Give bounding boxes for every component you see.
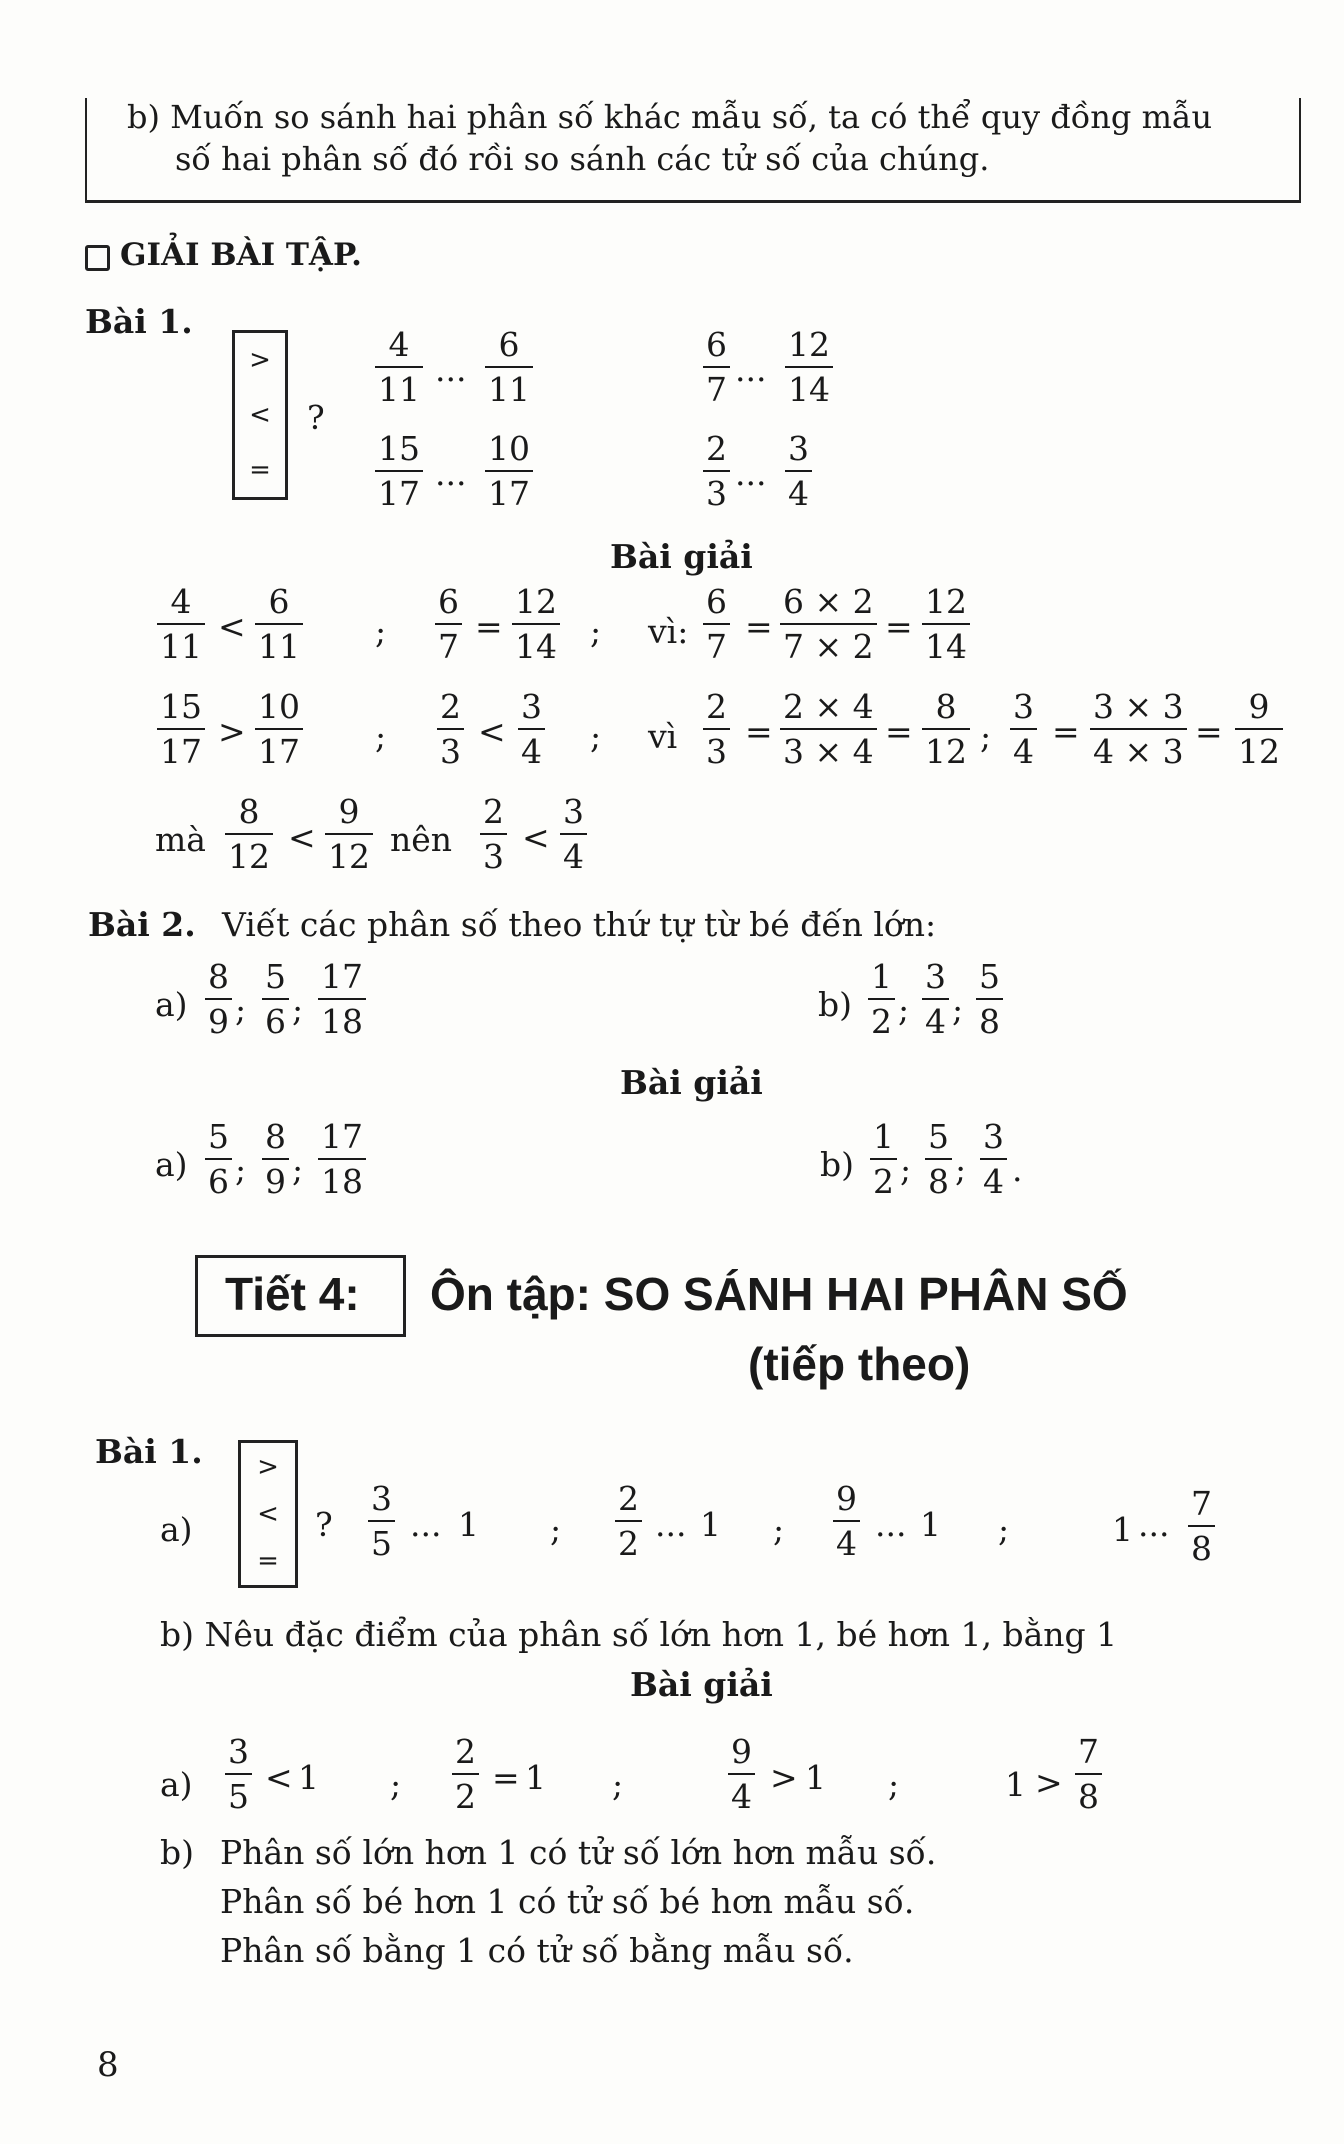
less-sign: < [218, 607, 246, 646]
solution-b-line-2: Phân số bé hơn 1 có tử số bé hơn mẫu số. [220, 1882, 915, 1921]
solution-b-line-1: Phân số lớn hơn 1 có tử số lớn hơn mẫu số. [220, 1833, 937, 1872]
part-b-label: b) [818, 985, 852, 1024]
ex1-label: Bài 1. [85, 302, 193, 341]
lesson-number: Tiết 4: [225, 1268, 360, 1320]
fraction: 15 17 [157, 690, 205, 768]
separator: ; [590, 612, 602, 651]
separator: ; [590, 717, 602, 756]
part-b-label: b) [160, 1833, 194, 1872]
fraction: 4 11 [157, 585, 205, 663]
one-value: 1 [1005, 1765, 1026, 1804]
section-heading: GIẢI BÀI TẬP. [120, 237, 362, 273]
fraction: 7 8 [1188, 1487, 1215, 1565]
solution-title: Bài giải [630, 1665, 773, 1704]
fraction: 2 × 4 3 × 4 [780, 690, 877, 768]
dots: ... [735, 350, 767, 389]
fraction: 3 4 [980, 1120, 1007, 1198]
fraction: 10 17 [485, 432, 533, 510]
fraction: 12 14 [785, 328, 833, 406]
fraction: 9 12 [1235, 690, 1283, 768]
note-line-1: b) Muốn so sánh hai phân số khác mẫu số, ta có thể quy đồng mẫu [127, 98, 1213, 136]
fraction: 9 12 [325, 795, 373, 873]
checkbox-icon [85, 245, 110, 271]
separator: ; [980, 717, 992, 756]
fraction: 5 8 [976, 960, 1003, 1038]
separator: ; [292, 990, 304, 1029]
solution-b-line-3: Phân số bằng 1 có tử số bằng mẫu số. [220, 1931, 854, 1970]
less-sign: < [522, 818, 550, 857]
greater-sign: > [770, 1758, 798, 1797]
vi-label: vì [648, 717, 678, 756]
dots: ... [875, 1505, 907, 1544]
fraction: 5 6 [205, 1120, 232, 1198]
equal-sign: = [885, 712, 913, 751]
vi-label: vì: [648, 612, 689, 651]
dots: ... [410, 1505, 442, 1544]
fraction: 9 4 [833, 1482, 860, 1560]
fraction: 8 9 [262, 1120, 289, 1198]
fraction: 9 4 [728, 1735, 755, 1813]
fraction: 8 12 [225, 795, 273, 873]
less-sign: < [257, 1498, 279, 1529]
separator: ; [898, 990, 910, 1029]
fraction: 7 8 [1075, 1735, 1102, 1813]
one-value: 1 [525, 1758, 546, 1797]
fraction: 3 5 [368, 1482, 395, 1560]
fraction: 3 5 [225, 1735, 252, 1813]
separator: ; [612, 1765, 624, 1804]
greater-sign: > [1035, 1763, 1063, 1802]
fraction: 2 3 [703, 432, 730, 510]
equal-sign: = [257, 1546, 279, 1577]
separator: ; [375, 612, 387, 651]
ma-label: mà [155, 820, 206, 859]
fraction: 3 4 [922, 960, 949, 1038]
fraction: 6 7 [703, 328, 730, 406]
separator: ; [955, 1150, 967, 1189]
fraction: 5 8 [925, 1120, 952, 1198]
page-number: 8 [97, 2045, 119, 2085]
lesson-title: Ôn tập: SO SÁNH HAI PHÂN SỐ [430, 1268, 1128, 1320]
less-sign: < [265, 1758, 293, 1797]
fraction: 3 × 3 4 × 3 [1090, 690, 1187, 768]
fraction: 8 12 [922, 690, 970, 768]
separator: ; [235, 990, 247, 1029]
fraction: 1 2 [868, 960, 895, 1038]
equal-sign: = [1052, 712, 1080, 751]
separator: ; [900, 1150, 912, 1189]
separator: ; [375, 717, 387, 756]
separator: ; [773, 1510, 785, 1549]
fraction: 2 2 [452, 1735, 479, 1813]
equal-sign: = [1195, 712, 1223, 751]
fraction: 5 6 [262, 960, 289, 1038]
fraction: 2 2 [615, 1482, 642, 1560]
nen-label: nên [390, 820, 453, 859]
dots: ... [435, 350, 467, 389]
equal-sign: = [249, 454, 271, 485]
solution-title: Bài giải [620, 1063, 763, 1102]
fraction: 1 2 [870, 1120, 897, 1198]
less-sign: < [478, 712, 506, 751]
fraction: 2 3 [480, 795, 507, 873]
fraction: 6 × 2 7 × 2 [780, 585, 877, 663]
separator: ; [292, 1150, 304, 1189]
comparison-signs-box [238, 1440, 298, 1588]
part-a-label: a) [160, 1510, 193, 1549]
equal-sign: = [492, 1758, 520, 1797]
greater-sign: > [218, 712, 246, 751]
separator: ; [998, 1510, 1010, 1549]
ex3-label: Bài 1. [95, 1432, 203, 1471]
one-value: 1 [1112, 1510, 1133, 1549]
fraction: 17 18 [318, 960, 366, 1038]
less-sign: < [288, 818, 316, 857]
separator: ; [235, 1150, 247, 1189]
part-a-label: a) [160, 1765, 193, 1804]
fraction: 6 7 [703, 585, 730, 663]
separator: ; [390, 1765, 402, 1804]
equal-sign: = [475, 607, 503, 646]
fraction: 12 14 [512, 585, 560, 663]
ex2-prompt: Viết các phân số theo thứ tự từ bé đến lớn: [222, 905, 937, 944]
one-value: 1 [920, 1505, 941, 1544]
part-b-label: b) [820, 1145, 854, 1184]
solution-title: Bài giải [610, 537, 753, 576]
fraction: 2 3 [437, 690, 464, 768]
fraction: 4 11 [375, 328, 423, 406]
fraction: 6 11 [485, 328, 533, 406]
fraction: 3 4 [1010, 690, 1037, 768]
part-a-label: a) [155, 985, 188, 1024]
fraction: 3 4 [518, 690, 545, 768]
fraction: 15 17 [375, 432, 423, 510]
equal-sign: = [745, 607, 773, 646]
fraction: 12 14 [922, 585, 970, 663]
dots: ... [1138, 1505, 1170, 1544]
fraction: 3 4 [560, 795, 587, 873]
period: . [1012, 1150, 1023, 1189]
fraction: 8 9 [205, 960, 232, 1038]
question-mark: ? [307, 398, 325, 437]
dots: ... [435, 454, 467, 493]
fraction: 2 3 [703, 690, 730, 768]
less-sign: < [249, 399, 271, 430]
dots: ... [655, 1505, 687, 1544]
fraction: 3 4 [785, 432, 812, 510]
separator: ; [550, 1510, 562, 1549]
note-line-2: số hai phân số đó rồi so sánh các tử số của chúng. [175, 140, 990, 178]
equal-sign: = [885, 607, 913, 646]
ex3-b-prompt: b) Nêu đặc điểm của phân số lớn hơn 1, bé hơn 1, bằng 1 [160, 1615, 1118, 1654]
one-value: 1 [298, 1758, 319, 1797]
one-value: 1 [700, 1505, 721, 1544]
greater-sign: > [257, 1451, 279, 1482]
comparison-signs-box [232, 330, 288, 500]
equal-sign: = [745, 712, 773, 751]
separator: ; [888, 1765, 900, 1804]
fraction: 6 11 [255, 585, 303, 663]
fraction: 6 7 [435, 585, 462, 663]
one-value: 1 [458, 1505, 479, 1544]
fraction: 10 17 [255, 690, 303, 768]
ex2-label: Bài 2. [88, 905, 196, 944]
greater-sign: > [249, 345, 271, 376]
fraction: 17 18 [318, 1120, 366, 1198]
lesson-subtitle: (tiếp theo) [748, 1338, 971, 1390]
one-value: 1 [805, 1758, 826, 1797]
dots: ... [735, 454, 767, 493]
question-mark: ? [315, 1505, 333, 1544]
part-a-label: a) [155, 1145, 188, 1184]
separator: ; [952, 990, 964, 1029]
